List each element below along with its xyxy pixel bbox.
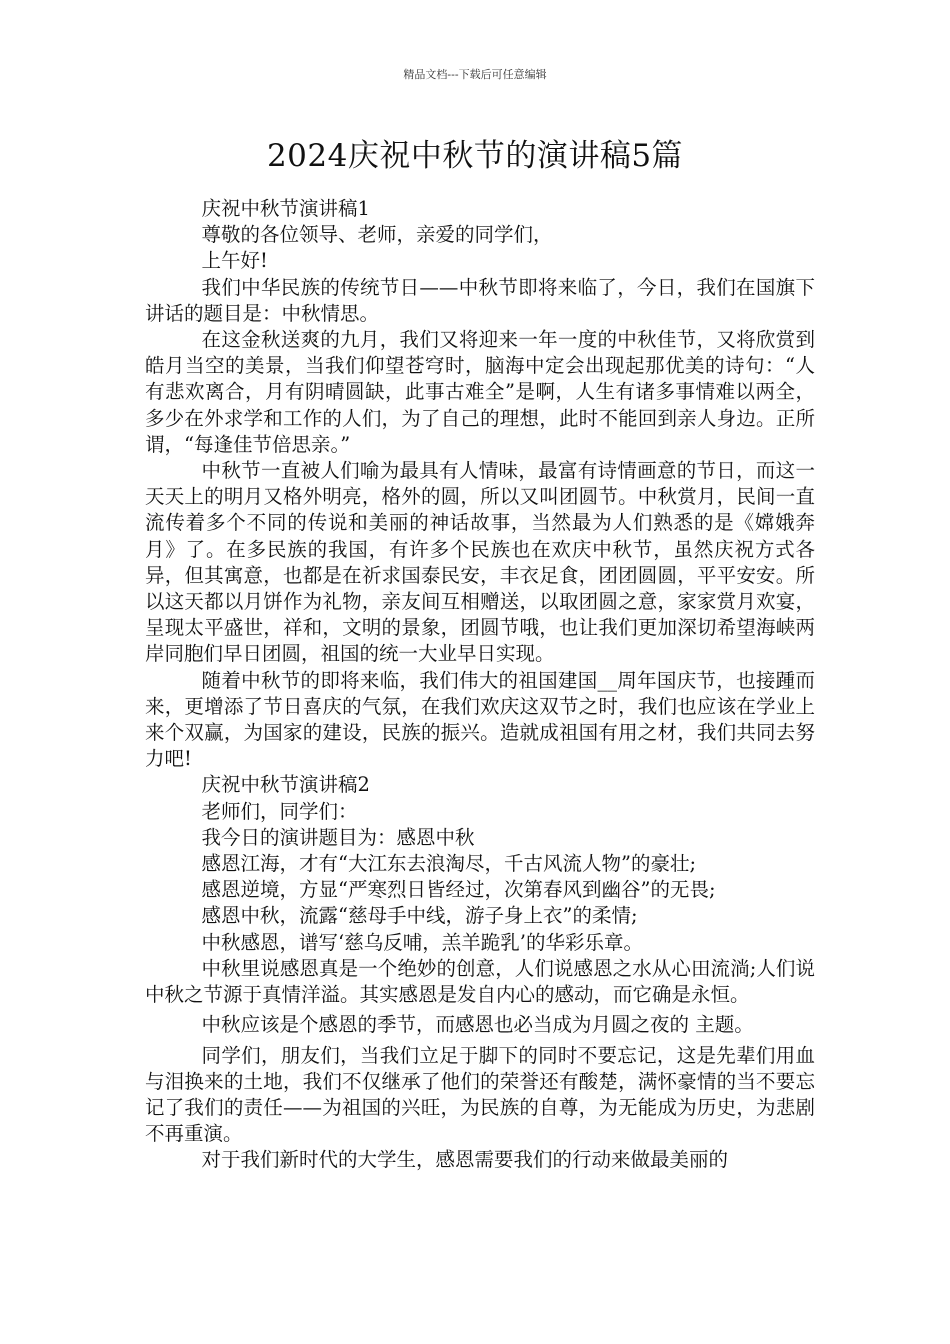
body-paragraph: 感恩逆境，方显“严寒烈日皆经过，次第春风到幽谷”的无畏; [201,878,716,902]
body-paragraph: 我们中华民族的传统节日——中秋节即将来临了，今日，我们在国旗下讲话的题目是：中秋情思。 [145,275,815,325]
body-paragraph: 对于我们新时代的大学生，感恩需要我们的行动来做最美丽的 [201,1148,729,1172]
document-body [145,196,815,1174]
body-paragraph: 感恩中秋，流露“慈母手中线，游子身上衣”的柔情; [201,904,638,928]
body-paragraph: 中秋感恩，谱写‘慈乌反哺，羔羊跪乳’的华彩乐章。 [201,930,643,954]
body-paragraph: 感恩江海，才有“大江东去浪淘尽，千古风流人物”的豪壮; [201,852,697,876]
body-paragraph: 中秋应该是个感恩的季节，而感恩也必当成为月圆之夜的 主题。 [201,1013,754,1037]
greeting: 上午好! [201,249,268,273]
section-heading-1: 庆祝中秋节演讲稿1 [201,197,370,220]
salutation: 尊敬的各位领导、老师，亲爱的同学们， [201,223,553,247]
header-note: 精品文档---下载后可任意编辑 [403,68,547,81]
body-paragraph: 我今日的演讲题目为：感恩中秋 [201,825,475,849]
body-paragraph: 在这金秋送爽的九月，我们又将迎来一年一度的中秋佳节，又将欣赏到皓月当空的美景，当我们仰望苍穹时，脑海中定会出现起那优美的诗句：“人有悲欢离合，月有阴晴圆缺，此事古难全”是啊，人生有诸多事情难以两全，多少在外求学和工作的人们，为了自己的理想，此时不能回到亲人身边。正所谓，“每逢佳节倍思亲。” [145,328,815,456]
body-paragraph: 中秋里说感恩真是一个绝妙的创意，人们说感恩之水从心田流淌;人们说中秋之节源于真情洋溢。其实感恩是发自内心的感动，而它确是永恒。 [145,956,815,1007]
body-paragraph: 随着中秋节的即将来临，我们伟大的祖国建国__周年国庆节，也接踵而来，更增添了节日喜庆的气氛，在我们欢庆这双节之时，我们也应该在学业上来个双赢，为国家的建设，民族的振兴。造就成祖国有用之材，我们共同去努力吧! [145,668,815,771]
body-paragraph: 同学们，朋友们，当我们立足于脚下的同时不要忘记，这是先辈们用血与泪换来的土地，我们不仅继承了他们的荣誉还有酸楚，满怀豪情的当不要忘记了我们的责任——为祖国的兴旺，为民族的自尊，为无能成为历史，为悲剧不再重演。 [145,1043,815,1146]
body-paragraph: 中秋节一直被人们喻为最具有人情味，最富有诗情画意的节日，而这一天天上的明月又格外明亮，格外的圆，所以又叫团圆节。中秋赏月，民间一直流传着多个不同的传说和美丽的神话故事，当然最为人们熟悉的是《嫦娥奔月》了。在多民族的我国，有许多个民族也在欢庆中秋节，虽然庆祝方式各异，但其寓意，也都是在祈求国泰民安，丰衣足食，团团圆圆，平平安安。所以这天都以月饼作为礼物，亲友间互相赠送，以取团圆之意，家家赏月欢宴，呈现太平盛世，祥和，文明的景象，团圆节哦，也让我们更加深切希望海峡两岸同胞们早日团圆，祖国的统一大业早日实现。 [145,459,815,666]
section-heading-2: 庆祝中秋节演讲稿2 [201,773,370,797]
salutation: 老师们，同学们： [201,799,358,823]
document-title: 2024庆祝中秋节的演讲稿5篇 [266,138,684,174]
